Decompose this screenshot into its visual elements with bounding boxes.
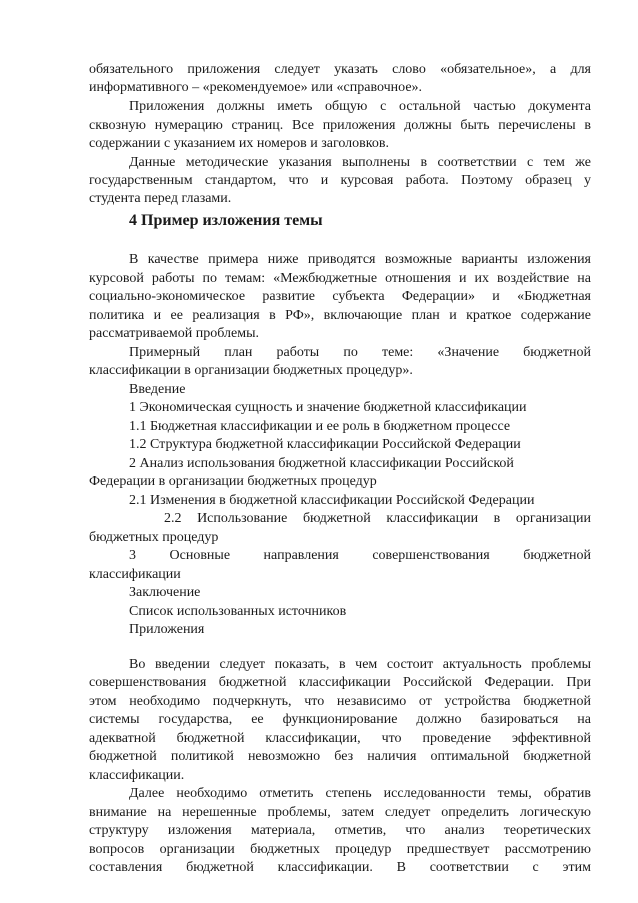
plan-item: 2.2 Использование бюджетной классификации в организации xyxy=(164,511,591,526)
text-line: Во введении следует показать, в чем состоит актуальность проблемы xyxy=(129,657,591,672)
plan-item: 1.1 Бюджетная классификации и ее роль в бюджетном процессе xyxy=(129,419,511,434)
text-line: классификации в организации бюджетных процедур». xyxy=(89,363,413,378)
text-line: Приложения должны иметь общую с остальной частью документа xyxy=(129,99,591,114)
text-line: В качестве примера ниже приводятся возможные варианты изложения xyxy=(129,252,591,267)
text-line: этом необходимо подчеркнуть, что независимо от устройства бюджетной xyxy=(89,694,591,709)
text-line: социально-экономическое развитие субъекта Федерации» и «Бюджетная xyxy=(89,289,591,304)
plan-item: 3 Основные направления совершенствования бюджетной xyxy=(129,548,591,563)
text-line: системы государства, ее функционирование должно базироваться на xyxy=(89,712,591,727)
text-line: классификации. xyxy=(89,768,185,783)
text-line: содержании с указанием их номеров и заголовков. xyxy=(89,136,389,151)
text-line: совершенствования бюджетной классификации Российской Федерации. При xyxy=(89,675,591,690)
plan-item: Список использованных источников xyxy=(129,604,347,619)
plan-item: Введение xyxy=(129,382,186,397)
text-line: структуру изложения материала, отметив, что анализ теоретических xyxy=(89,823,591,838)
text-line: составления бюджетной классификации. В соответствии с этим xyxy=(89,860,591,875)
text-line: государственным стандартом, что и курсовая работа. Поэтому образец у xyxy=(89,173,591,188)
text-line: Далее необходимо отметить степень исследованности темы, обратив xyxy=(129,786,591,801)
text-line: адекватной бюджетной классификации, что проведение эффективной xyxy=(89,731,591,746)
section-heading: 4 Пример изложения темы xyxy=(129,212,323,229)
text-line: сквозную нумерацию страниц. Все приложения должны быть перечислены в xyxy=(89,118,591,133)
text-line: студента перед глазами. xyxy=(89,191,232,206)
text-line: вопросов организации бюджетных процедур предшествует рассмотрению xyxy=(89,842,591,857)
plan-item: 1 Экономическая сущность и значение бюджетной классификации xyxy=(129,400,527,415)
text-line: бюджетной политикой невозможно без наличия оптимальной бюджетной xyxy=(89,749,591,764)
plan-item: Заключение xyxy=(129,585,201,600)
plan-item: 2.1 Изменения в бюджетной классификации Российской Федерации xyxy=(129,493,535,508)
text-line: внимание на нерешенные проблемы, затем следует определить логическую xyxy=(89,805,591,820)
text-line: курсовой работы по темам: «Межбюджетные отношения и их воздействие на xyxy=(89,271,591,286)
text-line: политика и ее реализация в РФ», включающие план и краткое содержание xyxy=(89,308,591,323)
plan-item: Федерации в организации бюджетных процедур xyxy=(89,474,377,489)
text-line: Данные методические указания выполнены в соответствии с тем же xyxy=(129,155,591,170)
plan-item: Приложения xyxy=(129,622,205,637)
plan-item: бюджетных процедур xyxy=(89,530,219,545)
text-line: информативного – «рекомендуемое» или «справочное». xyxy=(89,80,423,95)
text-line: Примерный план работы по теме: «Значение бюджетной xyxy=(129,345,591,360)
text-line: рассматриваемой проблемы. xyxy=(89,326,259,341)
plan-item: классификации xyxy=(89,567,181,582)
plan-item: 2 Анализ использования бюджетной классификации Российской xyxy=(129,456,514,471)
text-line: обязательного приложения следует указать слово «обязательное», а для xyxy=(89,62,591,77)
plan-item: 1.2 Структура бюджетной классификации Российской Федерации xyxy=(129,437,521,452)
